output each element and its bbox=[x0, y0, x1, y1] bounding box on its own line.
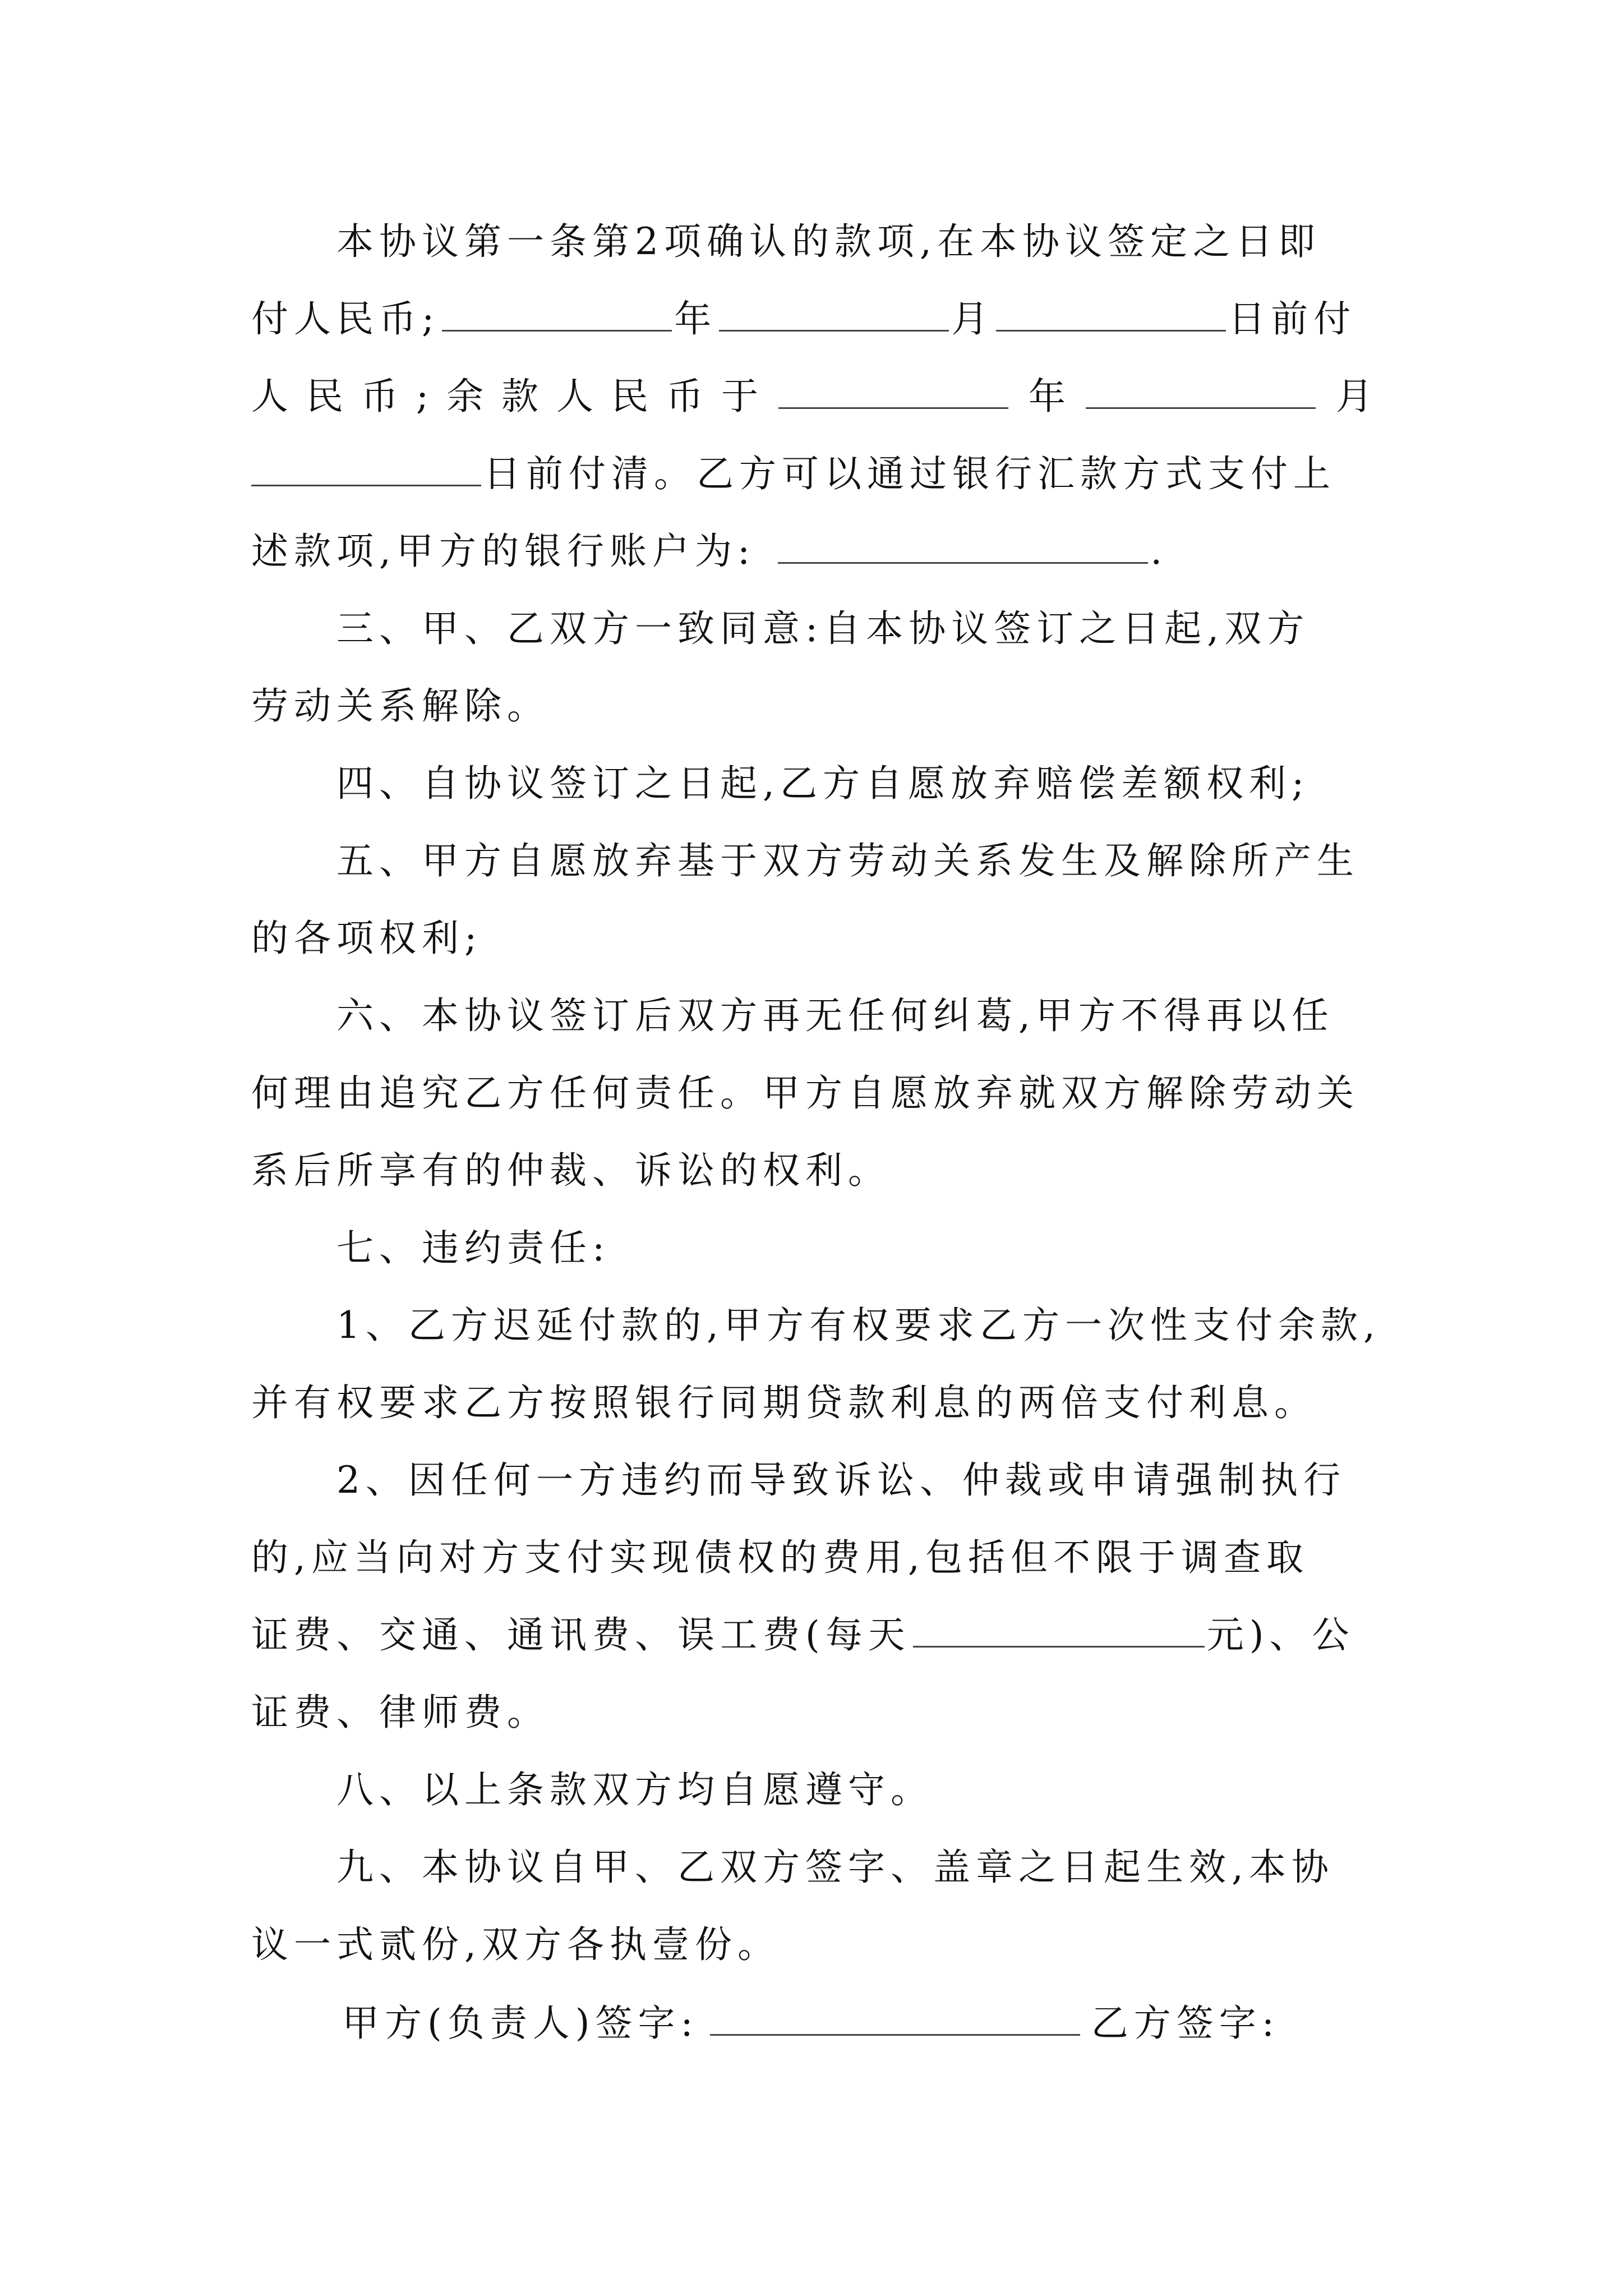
blank-year bbox=[442, 291, 672, 332]
para-7-title: 七、违约责任: bbox=[336, 1226, 611, 1269]
para-7-item-2-line-3 bbox=[251, 1604, 1373, 1666]
para-3-line-1: 三、甲、乙双方一致同意:自本协议签订之日起,双方 bbox=[336, 607, 1310, 650]
para-7-item-2-line-4: 证费、律师费。 bbox=[251, 1691, 550, 1734]
party-b-signature-label: 乙方签字: bbox=[1091, 2001, 1280, 2045]
para-5-line-1: 五、甲方自愿放弃基于双方劳动关系发生及解除所产生 bbox=[336, 839, 1359, 882]
para-1-line-5 bbox=[251, 521, 1373, 582]
para-7-item-2-line-1: 2、因任何一方违约而导致诉讼、仲裁或申请强制执行 bbox=[336, 1458, 1346, 1502]
para-6-line-3: 系后所享有的仲裁、诉讼的权利。 bbox=[251, 1149, 891, 1192]
blank-balance-month bbox=[1086, 368, 1316, 409]
blank-daily-fee bbox=[913, 1607, 1205, 1648]
para-1-char: 币 bbox=[361, 375, 398, 418]
para-3-line-2: 劳动关系解除。 bbox=[251, 684, 550, 728]
para-1-line-3 bbox=[251, 366, 1373, 427]
para-1-char: 年 bbox=[1028, 375, 1066, 418]
para-1-char: 款 bbox=[501, 375, 539, 418]
blank-month bbox=[719, 291, 949, 332]
para-1-char: 于 bbox=[721, 375, 758, 418]
para-1-char: 民 bbox=[306, 375, 343, 418]
party-a-signature-label: 甲方(负责人)签字: bbox=[342, 2001, 699, 2045]
para-1-text: 年 bbox=[674, 297, 717, 341]
para-5-line-2: 的各项权利; bbox=[251, 917, 483, 960]
para-1-text: 日前付 bbox=[1228, 297, 1357, 341]
para-7-text: 元)、公 bbox=[1206, 1613, 1355, 1657]
para-1-char: 人 bbox=[556, 375, 594, 418]
para-1-text: 付人民币; bbox=[251, 297, 440, 341]
para-8-line-1: 八、以上条款双方均自愿遵守。 bbox=[336, 1768, 933, 1811]
para-4-line-1: 四、自协议签订之日起,乙方自愿放弃赔偿差额权利; bbox=[336, 762, 1310, 805]
para-1-char: 余 bbox=[446, 375, 484, 418]
para-7-item-1-line-1: 1、乙方迟延付款的,甲方有权要求乙方一次性支付余款, bbox=[336, 1304, 1381, 1347]
para-9-line-2: 议一式贰份,双方各执壹份。 bbox=[251, 1923, 780, 1966]
para-1-char: 人 bbox=[251, 375, 288, 418]
para-6-line-2: 何理由追究乙方任何责任。甲方自愿放弃就双方解除劳动关 bbox=[251, 1071, 1359, 1115]
para-1-text: . bbox=[1150, 530, 1168, 573]
para-1-text: 述款项,甲方的银行账户为: bbox=[251, 530, 756, 573]
party-a-signature-blank bbox=[710, 1995, 1080, 2036]
para-1-char: 民 bbox=[611, 375, 649, 418]
para-1-char: 月 bbox=[1335, 375, 1373, 418]
signature-row bbox=[342, 1993, 1373, 2054]
para-1-line-1: 本协议第一条第2项确认的款项,在本协议签定之日即 bbox=[336, 220, 1321, 263]
para-7-text: 证费、交通、通讯费、误工费(每天 bbox=[251, 1613, 911, 1657]
para-1-char: 币 bbox=[666, 375, 703, 418]
para-9-line-1: 九、本协议自甲、乙双方签字、盖章之日起生效,本协 bbox=[336, 1846, 1334, 1889]
para-1-text: 日前付清。乙方可以通过银行汇款方式支付上 bbox=[483, 452, 1336, 495]
blank-day bbox=[996, 291, 1226, 332]
blank-balance-day bbox=[251, 445, 481, 486]
blank-bank-account bbox=[778, 523, 1148, 564]
para-7-item-1-line-2: 并有权要求乙方按照银行同期贷款利息的两倍支付利息。 bbox=[251, 1381, 1317, 1424]
para-7-item-2-line-2: 的,应当向对方支付实现债权的费用,包括但不限于调查取 bbox=[251, 1536, 1309, 1579]
blank-balance-year bbox=[778, 368, 1008, 409]
para-1-char: ; bbox=[416, 375, 429, 418]
para-1-line-4 bbox=[251, 443, 1373, 505]
para-6-line-1: 六、本协议签订后双方再无任何纠葛,甲方不得再以任 bbox=[336, 994, 1334, 1037]
para-1-line-2 bbox=[251, 288, 1373, 350]
para-1-text: 月 bbox=[951, 297, 994, 341]
